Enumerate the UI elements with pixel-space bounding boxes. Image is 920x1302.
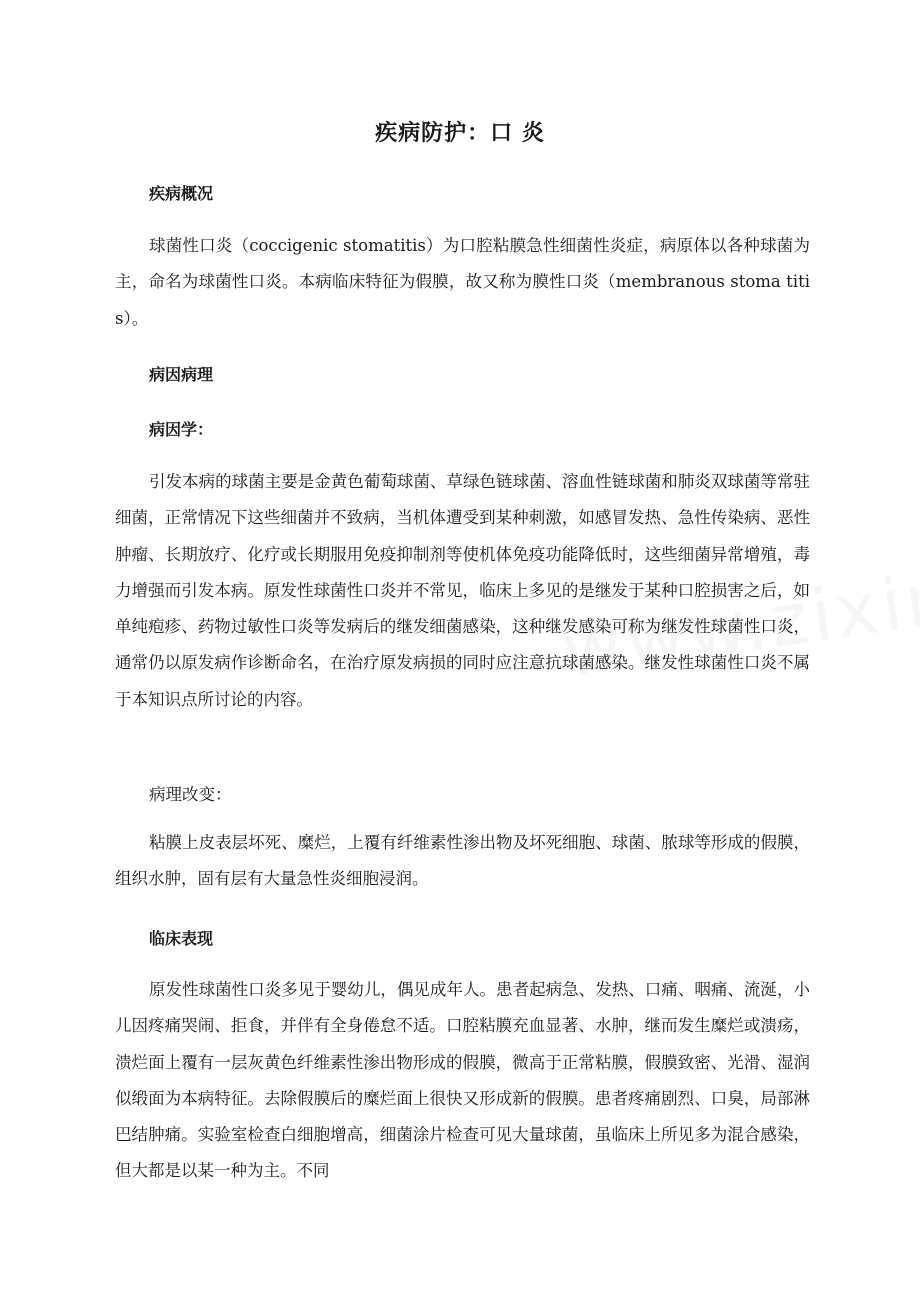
- pathology-heading: 病理改变：: [149, 785, 232, 804]
- clinical-heading: 临床表现: [149, 929, 214, 948]
- page-title: 疾病防护：口 炎: [375, 121, 545, 146]
- etiology-paragraph: 引发本病的球菌主要是金黄色葡萄球菌、草绿色链球菌、溶血性链球菌和肺炎双球菌等常驻细菌，正常情况下这些细菌并不致病，当机体遭受到某种刺激，如感冒发热、急性传染病、恶性肿瘤、长期放疗、化疗或长期服用免疫抑制剂等使机体免疫功能降低时，这些细菌异常增殖，毒力增强而引发本病。原发性球菌性口炎并不常见，临床上多见的是继发于某种口腔损害之后，如单纯疱疹、药物过敏性口炎等发病后的继发细菌感染，这种继发感染可称为继发性球菌性口炎，通常仍以原发病作诊断命名，在治疗原发病损的同时应注意抗球菌感染。继发性球菌性口炎不属于本知识点所讨论的内容。: [115, 472, 810, 709]
- overview-paragraph: 球菌性口炎（coccigenic stomatitis）为口腔粘膜急性细菌性炎症，病原体以各种球菌为主，命名为球菌性口炎。本病临床特征为假膜，故又称为膜性口炎（membranous stoma titis）。: [115, 236, 810, 328]
- etiology-heading: 病因病理: [149, 365, 214, 384]
- etiology-subheading: 病因学：: [149, 420, 214, 439]
- pathology-paragraph: 粘膜上皮表层坏死、糜烂，上覆有纤维素性渗出物及坏死细胞、球菌、脓球等形成的假膜，组织水肿，固有层有大量急性炎细胞浸润。: [115, 833, 810, 889]
- clinical-paragraph: 原发性球菌性口炎多见于婴幼儿，偶见成年人。患者起病急、发热、口痛、咽痛、流涎，小儿因疼痛哭闹、拒食，并伴有全身倦怠不适。口腔粘膜充血显著、水肿，继而发生糜烂或溃疡，溃烂面上覆有一层灰黄色纤维素性渗出物形成的假膜，微高于正常粘膜，假膜致密、光滑、湿润似缎面为本病特征。去除假膜后的糜烂面上很快又形成新的假膜。患者疼痛剧烈、口臭，局部淋巴结肿痛。实验室检查白细胞增高，细菌涂片检查可见大量球菌，虽临床上所见多为混合感染，但大都是以某一种为主。不同: [115, 980, 810, 1181]
- overview-heading: 疾病概况: [149, 184, 214, 203]
